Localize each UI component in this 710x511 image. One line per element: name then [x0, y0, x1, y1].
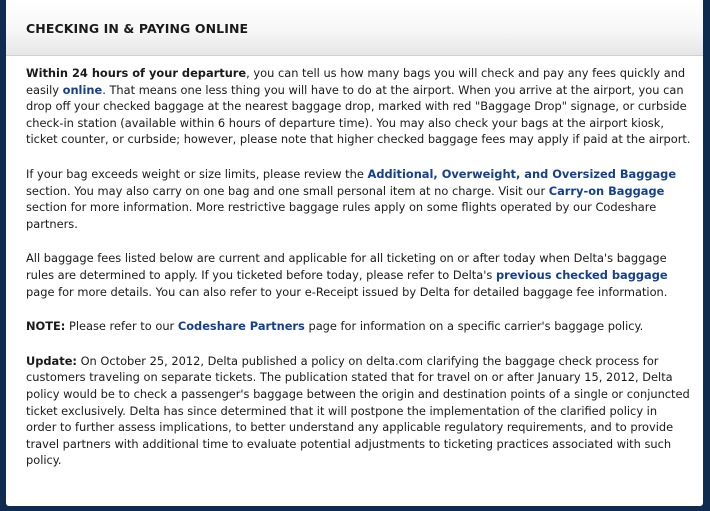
oversized-baggage-link[interactable]: Additional, Overweight, and Oversized Baggage	[367, 166, 677, 181]
paragraph-text: page for information on a specific carrier's baggage policy.	[304, 319, 644, 334]
section-title: CHECKING IN & PAYING ONLINE	[26, 21, 249, 36]
panel-body	[6, 56, 703, 469]
paragraph-text: . That means one less thing you will have to do at the airport. When you arrive at the airport, you can drop off your checked baggage at the nearest baggage drop, marked with red "Baggage Drop" signage, or curbside check-in station (available within 6 hours of departure time). You may also check your bags at the airport kiosk, ticket counter, or curbside; however, please note that higher checked baggage fees may apply if paid at the airport.	[26, 82, 691, 147]
previous-checked-baggage-link[interactable]: previous checked baggage	[495, 267, 668, 282]
paragraph-text: section for more information. More restrictive baggage rules apply on some flights operated by our Codeshare partners.	[26, 200, 657, 231]
paragraph-online-checkin	[26, 65, 691, 148]
paragraph-size-limits	[26, 166, 691, 232]
carry-on-baggage-link[interactable]: Carry-on Baggage	[548, 183, 665, 198]
paragraph-text: section. You may also carry on one bag and one small personal item at no charge. Visit our	[26, 183, 549, 198]
paragraph-text: On October 25, 2012, Delta published a policy on delta.com clarifying the baggage check process for customers traveling on separate tickets. The publication stated that for travel on or after January 15, 2012, Delta policy would be to check a passenger's baggage between the origin and destination points of a single or conjuncted ticket exclusively. Delta has since determined that it will postpone the implementation of the clarified policy in order to further assess implications, to better understand any applicable regulatory requirements, and to provide travel partners with additional time to evaluate potential adjustments to ticketing practices associated with such policy.	[26, 353, 690, 468]
paragraph-update	[26, 353, 691, 469]
paragraph-text: , you can tell us how many bags you will check and pay any fees quickly and easily	[26, 66, 686, 97]
paragraph-text: If your bag exceeds weight or size limits, please review the	[26, 166, 368, 181]
paragraph-text: Please refer to our	[65, 319, 178, 334]
note-label: NOTE:	[26, 319, 66, 334]
codeshare-partners-link[interactable]: Codeshare Partners	[177, 319, 305, 334]
update-label: Update:	[26, 353, 77, 368]
panel-header	[6, 0, 703, 56]
paragraph-text: page for more details. You can also refer to your e-Receipt issued by Delta for detailed baggage fee information.	[26, 284, 668, 299]
departure-window-lead: Within 24 hours of your departure	[26, 66, 247, 80]
online-link[interactable]: online	[62, 82, 103, 97]
paragraph-note	[26, 318, 691, 335]
paragraph-text: All baggage fees listed below are current and applicable for all ticketing on or after today when Delta's baggage rules are determined to apply. If you ticketed before today, please refer to Delta's	[26, 251, 667, 282]
baggage-info-panel	[6, 0, 703, 506]
paragraph-baggage-fees	[26, 250, 691, 300]
